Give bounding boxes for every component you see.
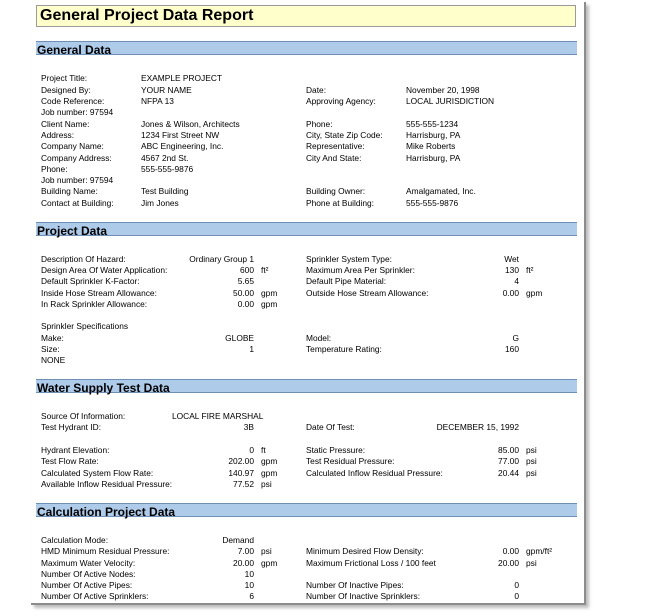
label-pipe-material: Default Pipe Material: [306, 276, 387, 286]
label-calc-flow: Calculated System Flow Rate: [41, 468, 154, 478]
value-city-state-zip: Harrisburg, PA [406, 130, 461, 140]
section-header-project [36, 222, 577, 236]
report-title: General Project Data Report [40, 7, 254, 24]
value-designed-by: YOUR NAME [141, 85, 192, 95]
label-contact-at-building: Contact at Building: [41, 198, 114, 208]
value-date: November 20, 1998 [406, 85, 480, 95]
value-test-residual: 77.00 [498, 456, 519, 466]
unit-outside-hose: gpm [526, 288, 543, 298]
value-design-area: 600 [240, 265, 254, 275]
label-address: Address: [41, 130, 75, 140]
value-hazard: Ordinary Group 1 [189, 254, 254, 264]
label-client-name: Client Name: [41, 119, 90, 129]
report-title-bar [36, 5, 576, 27]
label-available-inflow: Available Inflow Residual Pressure: [41, 479, 173, 489]
label-min-density: Minimum Desired Flow Density: [306, 546, 424, 556]
value-none: NONE [41, 355, 66, 365]
value-k-factor: 5.65 [237, 276, 254, 286]
label-test-flow: Test Flow Rate: [41, 456, 99, 466]
label-city-state-zip: City, State Zip Code: [306, 130, 383, 140]
value-phone-at-building: 555-555-9876 [406, 198, 459, 208]
label-representative: Representative: [306, 141, 365, 151]
label-phone-at-building: Phone at Building: [306, 198, 374, 208]
value-phone-right: 555-555-1234 [406, 119, 459, 129]
value-inactive-sprinklers: 0 [514, 591, 519, 601]
label-system-type: Sprinkler System Type: [306, 254, 392, 264]
section-header-general [36, 41, 577, 55]
value-pipe-material: 4 [514, 276, 519, 286]
unit-hmd: psi [261, 546, 272, 556]
label-city-state: City And State: [306, 153, 362, 163]
value-calc-mode: Demand [222, 535, 254, 545]
label-code-reference: Code Reference: [41, 96, 105, 106]
label-in-rack: In Rack Sprinkler Allowance: [41, 299, 148, 309]
unit-hydrant-elevation: ft [261, 445, 266, 455]
label-building-name: Building Name: [41, 186, 98, 196]
value-system-type: Wet [504, 254, 519, 264]
label-static-pressure: Static Pressure: [306, 445, 366, 455]
unit-calc-inflow: psi [526, 468, 537, 478]
label-phone: Phone: [41, 164, 68, 174]
value-inside-hose: 50.00 [233, 288, 254, 298]
value-max-area: 130 [505, 265, 519, 275]
section-title-general: General Data [37, 43, 112, 57]
value-code-reference: NFPA 13 [141, 96, 174, 106]
value-model: G [512, 333, 519, 343]
value-calc-flow: 140.97 [228, 468, 254, 478]
unit-max-velocity: gpm [261, 558, 278, 568]
value-make: GLOBE [225, 333, 254, 343]
value-approving-agency: LOCAL JURISDICTION [406, 96, 495, 106]
label-max-velocity: Maximum Water Velocity: [41, 558, 136, 568]
label-calc-inflow: Calculated Inflow Residual Pressure: [306, 468, 443, 478]
label-date-of-test: Date Of Test: [306, 422, 355, 432]
value-calc-inflow: 20.44 [498, 468, 519, 478]
value-temperature-rating: 160 [505, 344, 519, 354]
label-inactive-sprinklers: Number Of Inactive Sprinklers: [306, 591, 421, 601]
label-make: Make: [41, 333, 64, 343]
value-inactive-pipes: 0 [514, 580, 519, 590]
value-available-inflow: 77.52 [233, 479, 254, 489]
unit-min-density: gpm/ft² [526, 546, 553, 556]
label-outside-hose: Outside Hose Stream Allowance: [306, 288, 429, 298]
section-header-calc [36, 503, 577, 517]
label-company-name: Company Name: [41, 141, 104, 151]
label-calc-mode: Calculation Mode: [41, 535, 109, 545]
label-temperature-rating: Temperature Rating: [306, 344, 382, 354]
unit-available-inflow: psi [261, 479, 272, 489]
label-company-address: Company Address: [41, 153, 112, 163]
value-building-name: Test Building [141, 186, 189, 196]
unit-design-area: ft² [261, 265, 269, 275]
value-max-velocity: 20.00 [233, 558, 254, 568]
label-hydrant-id: Test Hydrant ID: [41, 422, 102, 432]
unit-inside-hose: gpm [261, 288, 278, 298]
label-phone-right: Phone: [306, 119, 333, 129]
label-project-title: Project Title: [41, 73, 88, 83]
label-approving-agency: Approving Agency: [306, 96, 376, 106]
label-test-residual: Test Residual Pressure: [306, 456, 395, 466]
label-hydrant-elevation: Hydrant Elevation: [41, 445, 110, 455]
value-contact-at-building: Jim Jones [141, 198, 179, 208]
unit-max-friction: psi [526, 558, 537, 568]
label-max-area: Maximum Area Per Sprinkler: [306, 265, 415, 275]
label-source: Source Of Information: [41, 411, 126, 421]
value-test-flow: 202.00 [228, 456, 254, 466]
value-min-density: 0.00 [502, 546, 519, 556]
label-active-nodes: Number Of Active Nodes: [41, 569, 136, 579]
label-design-area: Design Area Of Water Application: [41, 265, 168, 275]
unit-static-pressure: psi [526, 445, 537, 455]
label-max-friction: Maximum Frictional Loss / 100 feet [306, 558, 436, 568]
value-outside-hose: 0.00 [502, 288, 519, 298]
label-date: Date: [306, 85, 327, 95]
label-inside-hose: Inside Hose Stream Allowance: [41, 288, 157, 298]
value-address: 1234 First Street NW [141, 130, 220, 140]
value-city-state: Harrisburg, PA [406, 153, 461, 163]
value-hmd: 7.00 [237, 546, 254, 556]
value-company-name: ABC Engineering, Inc. [141, 141, 224, 151]
label-active-pipes: Number Of Active Pipes: [41, 580, 133, 590]
unit-test-residual: psi [526, 456, 537, 466]
value-project-title: EXAMPLE PROJECT [141, 73, 222, 83]
label-k-factor: Default Sprinkler K-Factor: [41, 276, 140, 286]
value-representative: Mike Roberts [406, 141, 456, 151]
unit-in-rack: gpm [261, 299, 278, 309]
value-source: LOCAL FIRE MARSHAL [172, 411, 264, 421]
value-size: 1 [249, 344, 254, 354]
value-phone: 555-555-9876 [141, 164, 194, 174]
section-title-water: Water Supply Test Data [37, 381, 170, 395]
unit-calc-flow: gpm [261, 468, 278, 478]
value-active-nodes: 10 [244, 569, 254, 579]
section-title-calc: Calculation Project Data [37, 505, 176, 519]
value-company-address: 4567 2nd St. [141, 153, 189, 163]
value-hydrant-elevation: 0 [249, 445, 254, 455]
label-active-sprinklers: Number Of Active Sprinklers: [41, 591, 149, 601]
section-header-water [36, 379, 577, 393]
value-active-sprinklers: 6 [249, 591, 254, 601]
value-max-friction: 20.00 [498, 558, 519, 568]
label-size: Size: [41, 344, 60, 354]
label-hazard: Description Of Hazard: [41, 254, 126, 264]
value-hydrant-id: 3B [243, 422, 254, 432]
label-building-owner: Building Owner: [306, 186, 366, 196]
job-number-1: Job number: 97594 [41, 107, 114, 117]
unit-test-flow: gpm [261, 456, 278, 466]
value-active-pipes: 10 [244, 580, 254, 590]
value-date-of-test: DECEMBER 15, 1992 [436, 422, 519, 432]
sprinkler-spec-heading: Sprinkler Specifications [41, 321, 129, 331]
label-model: Model: [306, 333, 332, 343]
section-title-project: Project Data [37, 224, 108, 238]
value-building-owner: Amalgamated, Inc. [406, 186, 476, 196]
value-in-rack: 0.00 [237, 299, 254, 309]
value-client-name: Jones & Wilson, Architects [141, 119, 240, 129]
value-static-pressure: 85.00 [498, 445, 519, 455]
job-number-2: Job number: 97594 [41, 175, 114, 185]
label-designed-by: Designed By: [41, 85, 91, 95]
unit-max-area: ft² [526, 265, 534, 275]
label-hmd: HMD Minimum Residual Pressure: [41, 546, 170, 556]
label-inactive-pipes: Number Of Inactive Pipes: [306, 580, 404, 590]
